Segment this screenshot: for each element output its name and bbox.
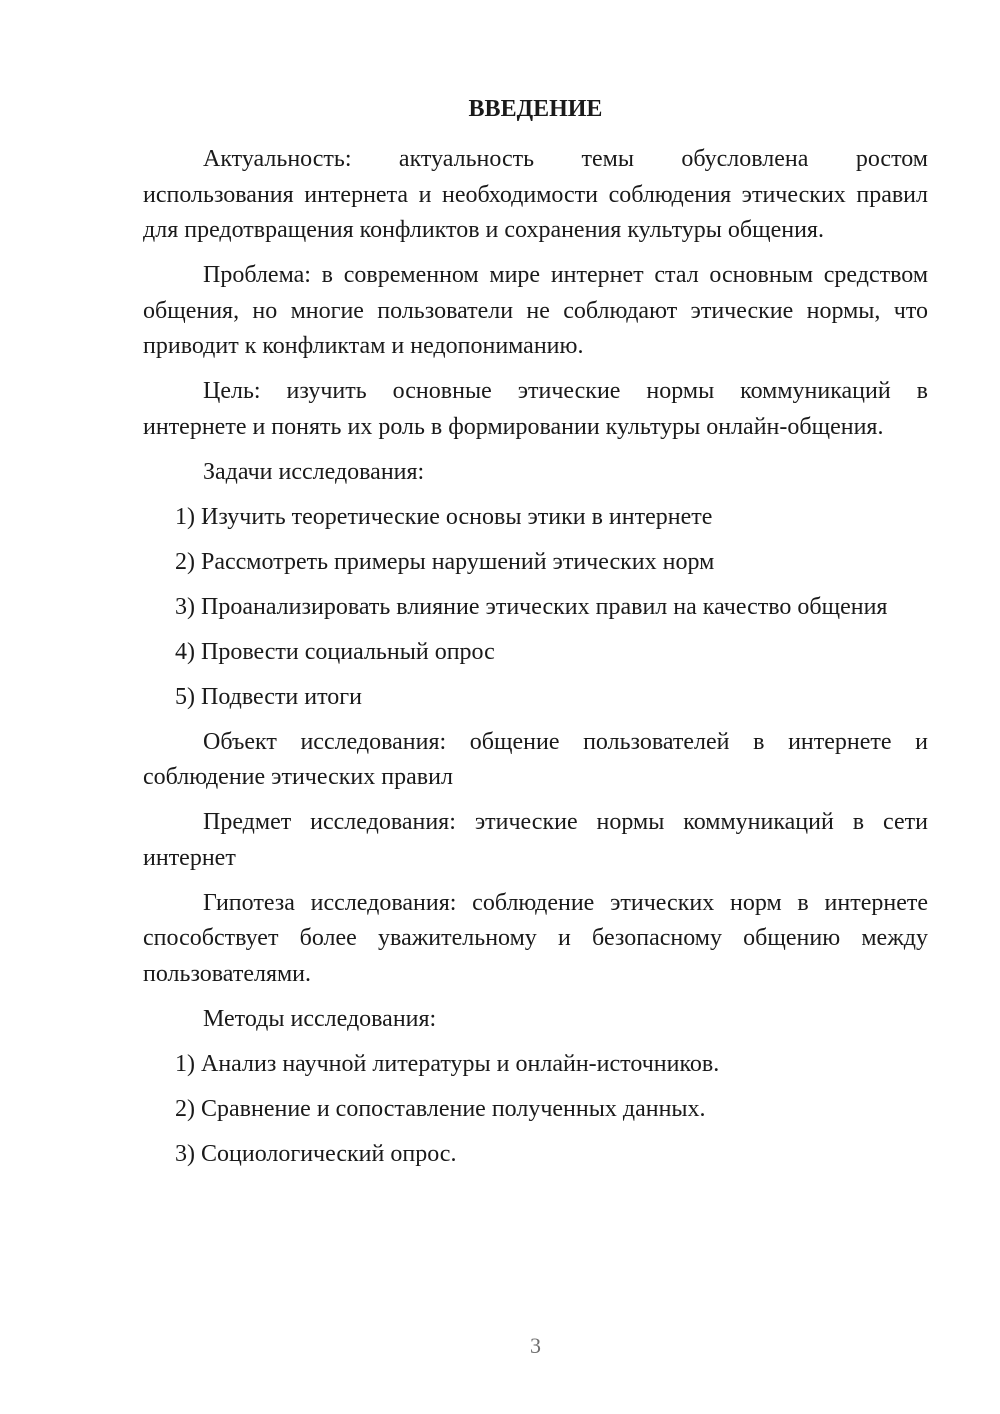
text-line: приводит к конфликтам и недопониманию. [143,333,584,359]
text-line: для предотвращения конфликтов и сохранения культуры общения. [143,217,824,243]
method-item: 2) Сравнение и сопоставление полученных данных. [175,1095,706,1122]
paragraph-problem [143,258,928,365]
text-line: Объект исследования: общение пользователей в интернете и [203,728,928,755]
paragraph-relevance [143,142,928,249]
text-line: Гипотеза исследования: соблюдение этических норм в интернете [203,889,928,916]
paragraph-hypothesis [143,886,928,993]
task-item: 5) Подвести итоги [175,683,362,710]
method-item: 1) Анализ научной литературы и онлайн-источников. [175,1050,720,1077]
task-item: 3) Проанализировать влияние этических правил на качество общения [175,593,888,620]
tasks-list [143,500,928,716]
text-line: соблюдение этических правил [143,764,453,790]
tasks-heading: Задачи исследования: [203,458,425,485]
task-item: 2) Рассмотреть примеры нарушений этических норм [175,548,715,575]
paragraph-goal [143,374,928,445]
text-line: Предмет исследования: этические нормы коммуникаций в сети [203,809,928,835]
text-line: Проблема: в современном мире интернет стал основным средством [203,262,928,288]
paragraph-object [143,725,928,796]
task-item: 4) Провести социальный опрос [175,638,495,665]
paragraph-subject [143,805,928,876]
task-item: 1) Изучить теоретические основы этики в интернете [175,503,713,530]
text-line: интернет [143,844,236,871]
text-line: использования интернета и необходимости соблюдения этических правил [143,181,928,208]
text-line: способствует более уважительному и безопасному общению между [143,925,928,951]
section-heading: ВВЕДЕНИЕ [468,96,603,122]
text-line: общения, но многие пользователи не соблюдают этические нормы, что [143,297,928,324]
text-line: пользователями. [143,960,312,987]
text-line: Актуальность: актуальность темы обусловлена ростом [203,146,928,172]
text-line: Цель: изучить основные этические нормы коммуникаций в [203,378,928,404]
method-item: 3) Социологический опрос. [175,1140,457,1167]
methods-heading: Методы исследования: [203,1005,437,1032]
text-line: интернете и понять их роль в формировании культуры онлайн-общения. [143,413,884,440]
methods-list [143,1047,928,1173]
page-content [143,92,928,1182]
page-number: 3 [530,1333,541,1358]
